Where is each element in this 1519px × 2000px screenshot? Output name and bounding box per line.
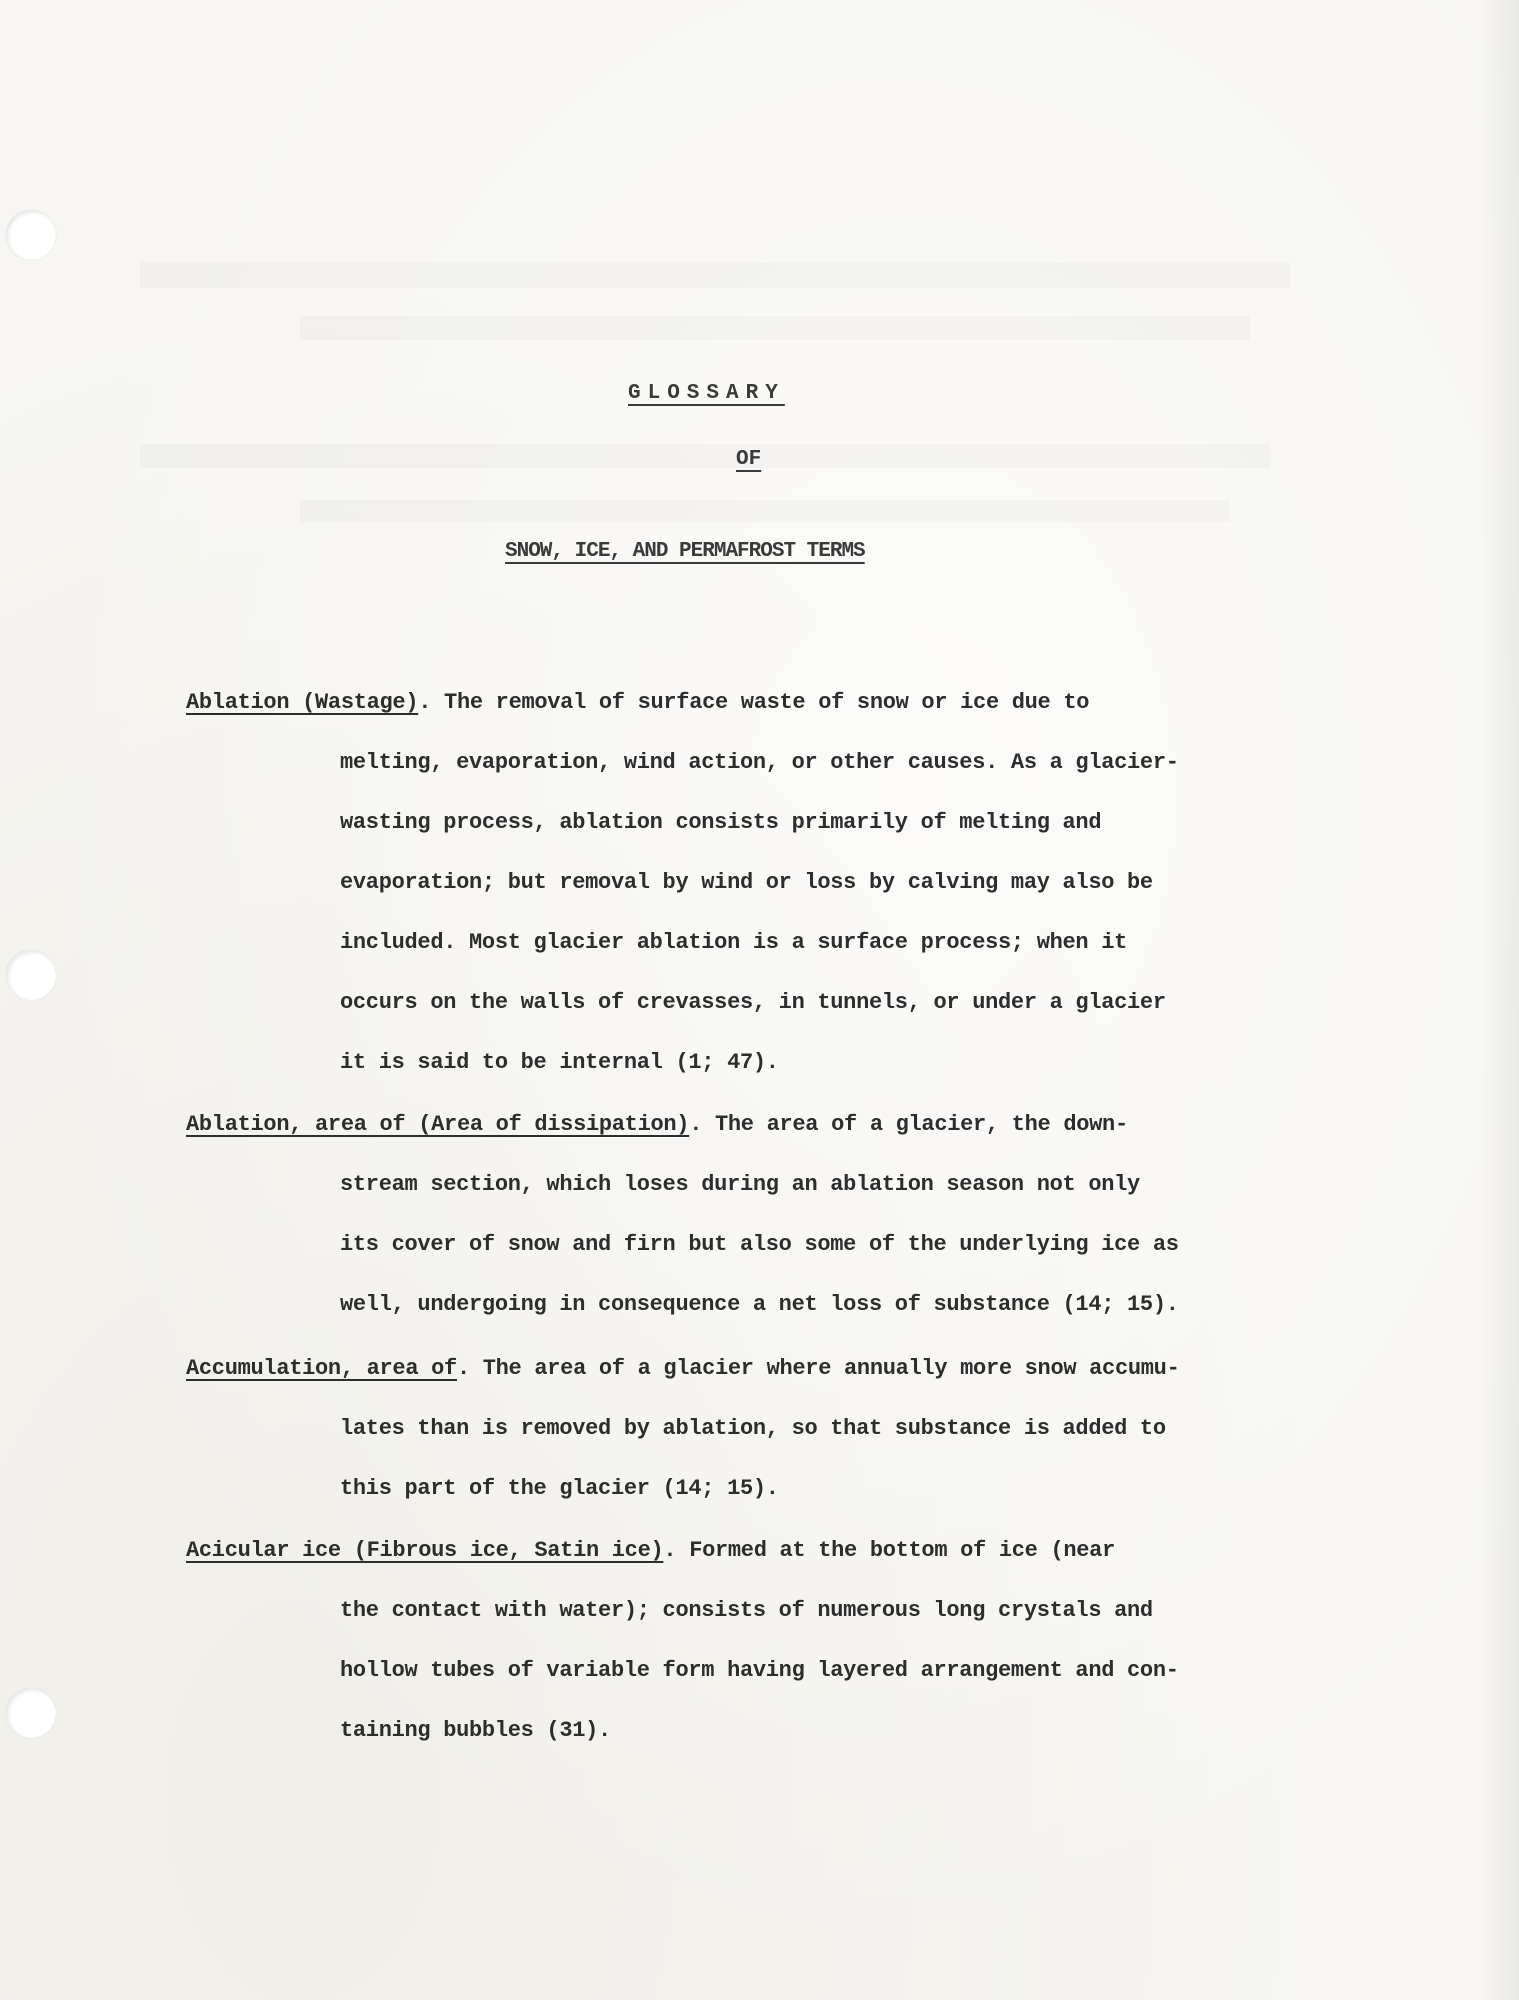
glossary-term: Ablation (Wastage) (186, 690, 419, 715)
definition-line: wasting process, ablation consists primarily of melting and (340, 810, 1102, 835)
bleed-through-mark (300, 316, 1250, 340)
page-edge-shadow (1479, 0, 1519, 2000)
definition-line: hollow tubes of variable form having layered arrangement and con- (340, 1658, 1179, 1683)
bleed-through-mark (140, 262, 1290, 288)
definition-line: it is said to be internal (1; 47). (340, 1050, 779, 1075)
definition-line: . The area of a glacier, the down- (689, 1112, 1128, 1137)
document-title: GLOSSARY (628, 382, 785, 405)
glossary-term: Ablation, area of (Area of dissipation) (186, 1112, 690, 1137)
definition-line: taining bubbles (31). (340, 1718, 611, 1743)
entry-first-line (186, 1112, 1128, 1137)
glossary-term: Acicular ice (Fibrous ice, Satin ice) (186, 1538, 664, 1563)
definition-line: . The area of a glacier where annually more snow accumu- (456, 1356, 1180, 1381)
definition-line: stream section, which loses during an ablation season not only (340, 1172, 1140, 1197)
definition-line: the contact with water); consists of numerous long crystals and (340, 1598, 1153, 1623)
definition-line: melting, evaporation, wind action, or other causes. As a glacier- (340, 750, 1179, 775)
punch-hole (6, 950, 56, 1000)
definition-line: well, undergoing in consequence a net loss of substance (14; 15). (340, 1292, 1179, 1317)
definition-line: included. Most glacier ablation is a surface process; when it (340, 930, 1128, 955)
definition-line: evaporation; but removal by wind or loss by calving may also be (340, 870, 1153, 895)
document-subtitle: SNOW, ICE, AND PERMAFROST TERMS (505, 540, 865, 563)
glossary-term: Accumulation, area of (186, 1356, 457, 1381)
document-title-connector: OF (736, 448, 762, 471)
bleed-through-mark (140, 444, 1270, 468)
definition-line: . Formed at the bottom of ice (near (663, 1538, 1115, 1563)
definition-line: . The removal of surface waste of snow or ice due to (418, 690, 1090, 715)
definition-line: this part of the glacier (14; 15). (340, 1476, 779, 1501)
definition-line: occurs on the walls of crevasses, in tunnels, or under a glacier (340, 990, 1166, 1015)
punch-hole (6, 210, 56, 260)
bleed-through-mark (300, 500, 1230, 522)
entry-first-line (186, 1356, 1179, 1381)
definition-line: lates than is removed by ablation, so that substance is added to (340, 1416, 1166, 1441)
entry-first-line (186, 690, 1089, 715)
entry-first-line (186, 1538, 1115, 1563)
punch-hole (6, 1688, 56, 1738)
definition-line: its cover of snow and firn but also some of the underlying ice as (340, 1232, 1179, 1257)
